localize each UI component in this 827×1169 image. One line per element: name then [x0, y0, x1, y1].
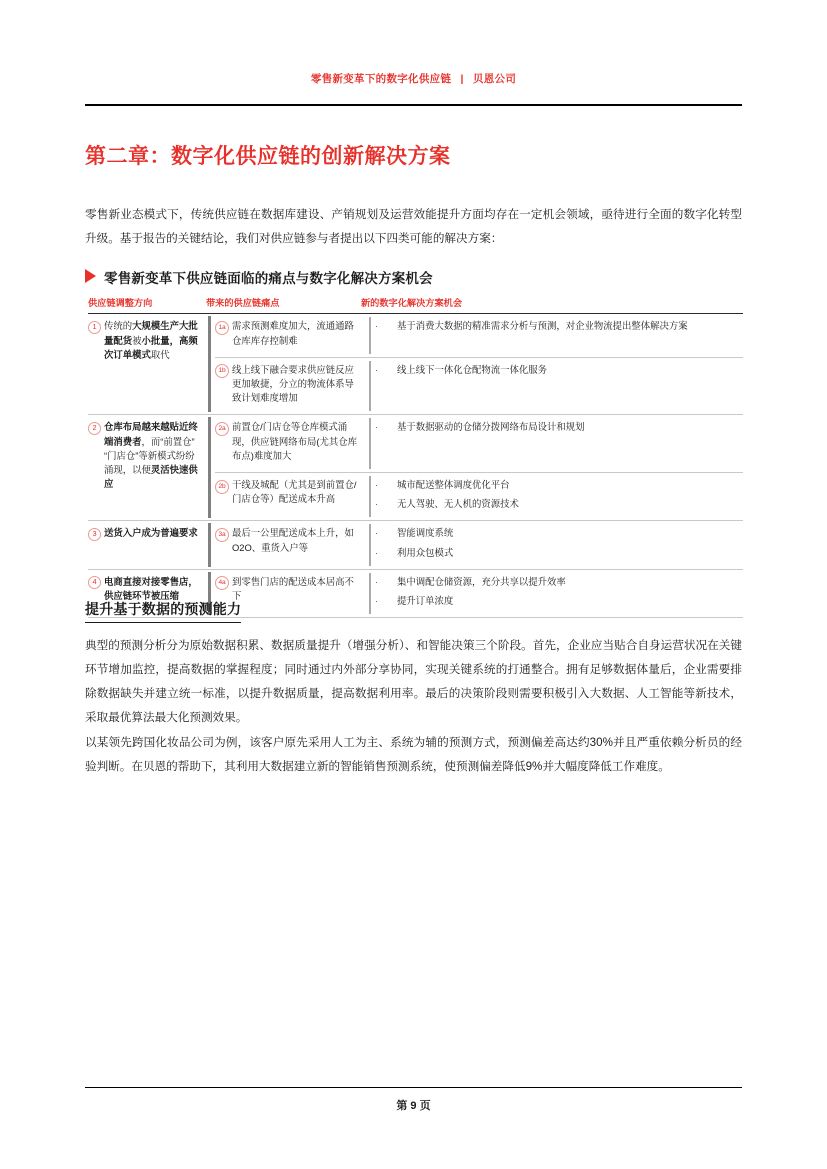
row-painpoint-group: [215, 314, 743, 414]
column-divider-thin: [365, 314, 375, 356]
solution-text: 集中调配仓储资源，充分共享以提升效率: [397, 575, 566, 587]
painpoint-tag-badge: 2b: [215, 480, 229, 494]
column-divider-thick: [204, 521, 215, 568]
solution-item: [375, 363, 743, 377]
triangle-bullet-icon: [85, 269, 96, 283]
row-number-badge: 1: [88, 321, 101, 334]
solution-item: [375, 526, 743, 540]
row-painpoint-group: [215, 521, 743, 568]
solutions-cell: [375, 473, 743, 520]
bullet-dot-icon: ·: [375, 575, 379, 587]
solution-item: [375, 420, 743, 434]
column-divider-thick: [204, 415, 215, 520]
column-header-solutions: 新的数字化解决方案机会: [361, 298, 463, 308]
running-head-title: 零售新变革下的数字化供应链: [310, 73, 452, 85]
row-number-badge: 2: [88, 422, 101, 435]
painpoint-subrow: [215, 521, 743, 568]
row-direction-cell: [88, 415, 204, 520]
solutions-cell: [375, 570, 743, 617]
painpoint-text: 最后一公里配送成本上升，如O2O、重货入户等: [232, 527, 354, 553]
painpoints-table: [88, 295, 743, 618]
table-row: [88, 521, 743, 569]
solution-item: [375, 575, 743, 589]
painpoint-tag-badge: 2a: [215, 422, 229, 436]
exhibit-heading-text: 零售新变革下供应链面临的痛点与数字化解决方案机会: [104, 271, 433, 286]
painpoint-subrow: [215, 415, 743, 473]
solutions-cell: [375, 415, 743, 472]
painpoint-text: 线上线下融合要求供应链反应更加敏捷，分立的物流体系导致计划难度增加: [232, 363, 354, 404]
subsection-heading: 提升基于数据的预测能力: [85, 599, 241, 623]
solution-text: 基于数据驱动的仓储分拨网络布局设计和规划: [397, 421, 585, 433]
solution-text: 线上线下一体化仓配物流一体化服务: [397, 363, 548, 375]
row-direction-text: 送货入户成为普遍要求: [104, 527, 198, 539]
painpoint-subrow: [215, 570, 743, 617]
running-head: [0, 71, 827, 86]
column-divider-thin: [365, 570, 375, 617]
solution-text: 智能调度系统: [397, 527, 454, 539]
bullet-dot-icon: ·: [375, 479, 379, 491]
painpoint-cell: [215, 358, 365, 415]
row-direction-cell: [88, 521, 204, 568]
column-divider-thick: [204, 314, 215, 414]
body-paragraph-2: 以某领先跨国化妆品公司为例，该客户原先采用人工为主、系统为辅的预测方式，预测偏差高达约30%并且严重依赖分析员的经验判断。在贝恩的帮助下，其利用大数据建立新的智能销售预测系统，使预测偏差降低9%并大幅度降低工作难度。: [85, 736, 742, 773]
solution-text: 基于消费大数据的精准需求分析与预测，对企业物流提出整体解决方案: [397, 320, 688, 332]
row-direction-text: 电商直接对接零售店，供应链环节被压缩: [104, 575, 198, 602]
solution-item: [375, 478, 743, 492]
painpoint-cell: [215, 521, 365, 568]
bullet-dot-icon: ·: [375, 320, 379, 332]
bullet-dot-icon: ·: [375, 546, 379, 558]
column-header-direction: 供应链调整方向: [88, 298, 153, 308]
bullet-dot-icon: ·: [375, 363, 379, 375]
row-painpoint-group: [215, 570, 743, 617]
exhibit-heading: [85, 267, 745, 287]
painpoint-cell: [215, 473, 365, 520]
row-direction-text: 传统的大规模生产大批量配货被小批量，高频次订单模式取代: [104, 320, 198, 360]
painpoint-subrow: [215, 358, 743, 415]
row-number-badge: 4: [88, 576, 101, 589]
painpoint-text: 干线及城配（尤其是到前置仓/门店仓等）配送成本升高: [232, 479, 357, 505]
painpoint-text: 前置仓/门店仓等仓库模式涌现，供应链网络布局(尤其仓库布点)难度加大: [232, 421, 357, 461]
table-column-headers: [88, 295, 743, 313]
column-divider-thin: [365, 473, 375, 520]
painpoint-text: 需求预测难度加大，流通通路仓库库存控制难: [232, 320, 354, 346]
row-direction-text: 仓库布局越来越贴近终端消费者，而“前置仓”“门店仓”等新模式纷纷涌现，以便灵活快速供应: [104, 421, 198, 490]
column-divider-thin: [365, 358, 375, 415]
solution-item: [375, 497, 743, 511]
bullet-dot-icon: ·: [375, 527, 379, 539]
footer-rule: [85, 1087, 742, 1088]
row-number-badge: 3: [88, 528, 101, 541]
painpoint-subrow: [215, 473, 743, 520]
running-head-company: 贝恩公司: [472, 73, 517, 85]
painpoint-tag-badge: 1b: [215, 364, 229, 378]
column-header-painpoints: 带来的供应链痛点: [206, 298, 280, 308]
solution-text: 城市配送整体调度优化平台: [397, 479, 510, 491]
bullet-dot-icon: ·: [375, 595, 379, 607]
solution-text: 无人驾驶、无人机的资源技术: [397, 498, 519, 510]
table-row: [88, 415, 743, 521]
row-direction-cell: [88, 314, 204, 414]
solution-item: [375, 594, 743, 608]
row-painpoint-group: [215, 415, 743, 520]
page-title: 第二章：数字化供应链的创新解决方案: [85, 145, 451, 168]
painpoint-text: 到零售门店的配送成本居高不下: [232, 575, 354, 602]
column-divider-thin: [365, 521, 375, 568]
body-paragraph-1: 典型的预测分析分为原始数据积累、数据质量提升（增强分析）、和智能决策三个阶段。首先，企业应当贴合自身运营状况在关键环节增加监控，提高数据的掌握程度；同时通过内外部分享协同，实现关键系统的打通整合。拥有足够数据体量后，企业需要排除数据缺失并建立统一标准，以提升数据质量，提高数据利用率。最后的决策阶段则需要积极引入大数据、人工智能等新技术，采取最优算法最大化预测效果。: [85, 639, 742, 724]
intro-paragraph: 零售新业态模式下，传统供应链在数据库建设、产销规划及运营效能提升方面均存在一定机会领域，亟待进行全面的数字化转型升级。基于报告的关键结论，我们对供应链参与者提出以下四类可能的解决方案：: [85, 208, 742, 245]
table-body: [88, 314, 743, 618]
painpoint-tag-badge: 3a: [215, 528, 229, 542]
painpoint-tag-badge: 4a: [215, 576, 229, 590]
column-divider-thin: [365, 415, 375, 472]
painpoint-cell: [215, 314, 365, 356]
table-row: [88, 314, 743, 415]
page-number: 第 9 页: [396, 1100, 431, 1112]
solutions-cell: [375, 314, 743, 356]
solution-item: [375, 546, 743, 560]
solutions-cell: [375, 358, 743, 415]
painpoint-tag-badge: 1a: [215, 321, 229, 335]
running-head-separator: |: [460, 73, 464, 85]
painpoint-cell: [215, 415, 365, 472]
solution-item: [375, 319, 743, 333]
bullet-dot-icon: ·: [375, 498, 379, 510]
solution-text: 利用众包模式: [397, 546, 454, 558]
solution-text: 提升订单浓度: [397, 595, 454, 607]
painpoint-subrow: [215, 314, 743, 357]
bullet-dot-icon: ·: [375, 421, 379, 433]
solutions-cell: [375, 521, 743, 568]
header-rule: [85, 104, 742, 106]
